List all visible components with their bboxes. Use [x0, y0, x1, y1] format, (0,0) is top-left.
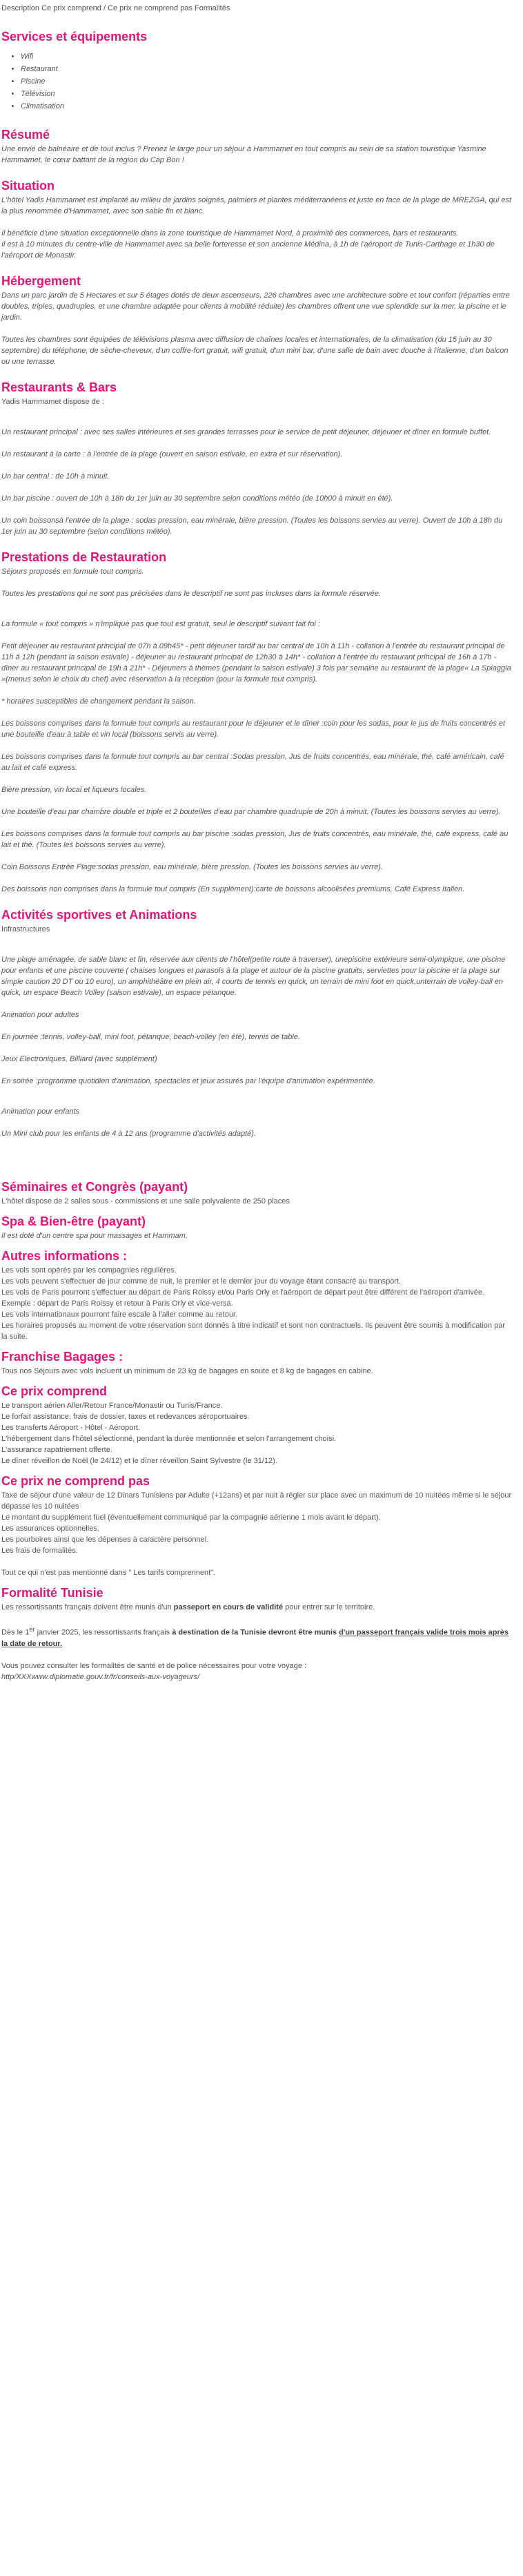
situation-paragraph: Il bénéficie d'une situation exceptionnelle dans la zone touristique de Hammamet Nord, à proximité des commerces, bars et restaurants.: [1, 229, 459, 238]
prestations-paragraph: Les boissons comprises dans la formule tout compris au bar piscine :sodas pression, Jus de fruits concentrés, eau minérale, thé, café express, café au lait et thé. (Toutes les boissons servies au verre).: [1, 830, 509, 849]
formalite-paragraph: Les ressortissants français doivent être munis d'un passeport en cours de validité pour entrer sur le territoire.: [1, 1603, 375, 1611]
hebergement-section: [1, 273, 512, 367]
restaurants-paragraph: Un bar central : de 10h à minuit.: [1, 472, 110, 481]
prestations-paragraph: Coin Boissons Entrée Plage:sodas pression, eau minérale, bière pression. (Toutes les boissons servies au verre).: [1, 863, 383, 871]
list-item: • Wifi: [21, 51, 512, 62]
activites-paragraph: Jeux Electroniques, Billiard (avec supplément): [1, 1055, 157, 1063]
activites-paragraph: En journée :tennis, volley-ball, mini foot, pétanque, beach-volley (en été), tennis de table.: [1, 1033, 300, 1041]
restaurants-subtitle: Yadis Hammamet dispose de :: [1, 398, 104, 406]
seminaires-title: Séminaires et Congrès (payant): [1, 1180, 188, 1194]
activites-paragraph: En soirée :programme quotidien d'animation, spectacles et jeux assurés par l'équipe d'animation expérimentée.: [1, 1077, 375, 1085]
seminaires-section: [1, 1179, 512, 1207]
activites-subtitle: Infrastructures: [1, 925, 50, 933]
comprend-line: Les transferts Aéroport - Hôtel - Aéroport.: [1, 1424, 141, 1432]
ne-comprend-line: Les pourboires ainsi que les dépenses à caractère personnel.: [1, 1536, 209, 1544]
comprend-title: Ce prix comprend: [1, 1384, 108, 1398]
ne-comprend-title: Ce prix ne comprend pas: [1, 1474, 150, 1488]
restaurants-paragraph: Un restaurant principal : avec ses salles intérieures et ses grandes terrasses pour le service de petit déjeuner, déjeuner et dîner en formule buffet.: [1, 428, 491, 436]
comprend-section: [1, 1384, 512, 1466]
prestations-paragraph: Les boissons comprises dans la formule tout compris au bar central :Sodas pression, Jus de fruits concentrés, eau minérale, thé, café américain, café au lait et café express.: [1, 753, 504, 772]
ne-comprend-section: [1, 1473, 512, 1578]
spa-text: Il est doté d'un centre spa pour massages et Hammam.: [1, 1232, 188, 1240]
franchise-section: [1, 1349, 512, 1377]
services-title: Services et équipements: [1, 30, 148, 43]
prestations-paragraph: * horaires susceptibles de changement pendant la saison.: [1, 697, 196, 706]
formalite-link[interactable]: http/XXXwww.diplomatie.gouv.fr/fr/conseils-aux-voyageurs/: [1, 1672, 200, 1681]
list-item: • Télévision: [21, 88, 512, 99]
franchise-title: Franchise Bagages :: [1, 1350, 124, 1364]
autres-section: [1, 1248, 512, 1342]
autres-title: Autres informations :: [1, 1249, 128, 1263]
activites-section: [1, 907, 512, 1139]
restaurants-title: Restaurants & Bars: [1, 380, 117, 394]
resume-text: Une envie de balnéaire et de tout inclus ? Prenez le large pour un séjour à Hammamet en tout compris au sein de sa station touristique Yasmine Hammamet, le cœur battant de la région du Cap Bon !: [1, 145, 486, 164]
comprend-line: Le forfait assistance, frais de dossier, taxes et redevances aéroportuaires.: [1, 1413, 250, 1421]
restaurants-section: [1, 380, 512, 537]
spa-title: Spa & Bien-être (payant): [1, 1214, 146, 1228]
ne-comprend-line: Les assurances optionnelles.: [1, 1524, 99, 1533]
activites-paragraph: Animation pour adultes: [1, 1011, 79, 1019]
prestations-paragraph: La formule « tout compris » n'implique pas que tout est gratuit, seul le descriptif suivant fait foi :: [1, 620, 320, 628]
services-list: [1, 51, 512, 112]
restaurants-paragraph: Un coin boissonsà l'entrée de la plage : sodas pression, eau minérale, bière pression. (Toutes les boissons servies au verre). Ouvert de 10h à 18h du 1er juin au 30 septembre (selon conditions météo).: [1, 516, 503, 536]
prestations-paragraph: Des boissons non comprises dans la formule tout compris (En supplément):carte de boissons alcoolisées premiums, Café Express Italien.: [1, 885, 465, 893]
ne-comprend-line: Taxe de séjour d'une valeur de 12 Dinars Tunisiens par Adulte (+12ans) et par nuit à régler sur place avec un maximum de 10 nuitées même si le séjour dépasse les 10 nuitées: [1, 1491, 512, 1511]
prestations-title: Prestations de Restauration: [1, 550, 167, 564]
formalite-paragraph: Dès le 1er janvier 2025, les ressortissants français à destination de la Tunisie devront être munis d'un passeport français valide trois mois après la date de retour.: [1, 1626, 509, 1648]
ne-comprend-footer: Tout ce qui n'est pas mentionné dans " Les tarifs comprennent".: [1, 1569, 216, 1577]
comprend-line: L'hébergement dans l'hôtel sélectionné, pendant la durée mentionnée et selon l'arrangement choisi.: [1, 1435, 337, 1443]
autres-line: Les vols internationaux pourront faire escale à l'aller comme au retour.: [1, 1310, 238, 1319]
activites-paragraph: Animation pour enfants: [1, 1107, 80, 1116]
prestations-subtitle: Séjours proposés en formule tout compris.: [1, 568, 144, 576]
prestations-paragraph: Petit déjeuner au restaurant principal de 07h à 09h45* - petit déjeuner tardif au bar central de 10h à 11h - collation à l'entrée du restaurant principal de 11h à 12h (pendant la saison estivale) - déjeuner au restaurant principal de 12h30 à 14h* - collation à l'entrée du restaurant principal de 16h à 17h - dîner au restaurant principal de 19h à 21h* - Déjeuners à thèmes (pendant la saison estivale) 3 fois par semaine au restaurant de la plage« La Spiaggia »(menus selon le choix du chef) avec réservation à la réception (pour la formule tout compris).: [1, 642, 511, 684]
situation-paragraph: L'hôtel Yadis Hammamet est implanté au milieu de jardins soignés, palmiers et plantes méditerranéens et juste en face de la plage de MREZGA, qui est la plus renommée d'Hammamet, avec son sable fin et blanc.: [1, 196, 512, 215]
prestations-section: [1, 550, 512, 895]
activites-paragraph: Un Mini club pour les enfants de 4 à 12 ans (programme d'activités adapté).: [1, 1130, 256, 1138]
restaurants-paragraph: Un bar piscine : ouvert de 10h à 18h du 1er juin au 30 septembre selon conditions météo (de 10h00 à minuit en été).: [1, 494, 393, 503]
situation-title: Situation: [1, 179, 55, 193]
formalite-title: Formalité Tunisie: [1, 1586, 103, 1600]
formalite-section: [1, 1585, 512, 1683]
list-item: • Climatisation: [21, 101, 512, 112]
autres-line: Les vols sont opérés par les compagnies régulières.: [1, 1266, 177, 1275]
hebergement-paragraph: Dans un parc jardin de 5 Hectares et sur 5 étages dotés de deux ascenseurs, 226 chambres avec une architecture sobre et tout confort (réparties entre doubles, triples, quadruples, et une chambre adaptée pour clients à mobilité réduite) les chambres offrent une vue splendide sur la mer, la piscine et le jardin.: [1, 291, 510, 322]
comprend-line: Le dîner réveillon de Noël (le 24/12) et le dîner réveillon Saint Sylvestre (le 31/12).: [1, 1457, 277, 1465]
situation-section: [1, 178, 512, 261]
autres-line: Les vols peuvent s'effectuer de jour comme de nuit, le premier et le dernier jour du voyage étant consacré au transport.: [1, 1277, 402, 1286]
hebergement-paragraph: Toutes les chambres sont équipées de télévisions plasma avec diffusion de chaînes locales et internationales, de la climatisation (du 15 juin au 30 septembre) du téléphone, de sèche-cheveux, d'un coffre-fort gratuit, wifi gratuit, d'un mini bar, d'une salle de bain avec douche à l'italienne, d'un balcon ou une terrasse.: [1, 336, 509, 366]
resume-section: [1, 127, 512, 166]
situation-paragraph: Il est à 10 minutes du centre-ville de Hammamet avec sa belle forteresse et son ancienne Médina, à 1h de l'aéroport de Tunis-Carthage et 1h30 de l'aéroport de Monastir.: [1, 240, 495, 260]
ne-comprend-line: Les frais de formalités.: [1, 1547, 78, 1555]
ne-comprend-line: Le montant du supplément fuel (éventuellement communiqué par la compagnie aérienne 1 mois avant le départ).: [1, 1513, 381, 1522]
comprend-line: Le transport aérien Aller/Retour France/Monastir ou Tunis/France.: [1, 1402, 223, 1410]
restaurants-paragraph: Un restaurant à la carte : à l'entrée de la plage (ouvert en saison estivale, en extra et sur réservation).: [1, 450, 343, 458]
autres-line: Exemple : départ de Paris Roissy et retour à Paris Orly et vice-versa.: [1, 1299, 233, 1308]
list-item: • Piscine: [21, 76, 512, 87]
activites-paragraph: Une plage aménagée, de sable blanc et fin, réservée aux clients de l'hôtel(petite route à traverser), unepiscine extérieure semi-olympique, une piscine pour enfants et une piscine couverte ( chaises longues et parasols à la plage et autour de la piscine gratuits, serviettes pour la piscine et la plage sur simple caution 20 DT ou 10 euro), un amphithéâtre en plein air, 4 courts de tennis en quick, un terrain de mini foot en quick,unterrain de volley-ball en quick, un espace Beach Volley (saison estivale), un espace pétanque.: [1, 956, 506, 997]
services-section: [1, 29, 512, 112]
prestations-paragraph: Les boissons comprises dans la formule tout compris au restaurant pour le déjeuner et le dîner :coin pour les sodas, pour le jus de fruits concentrés et une bouteille d'eau à table et vin local (boissons servis au verre).: [1, 719, 506, 739]
activites-title: Activités sportives et Animations: [1, 908, 197, 922]
prestations-paragraph: Toutes les prestations qui ne sont pas précisées dans le descriptif ne sont pas incluses dans la formule réservée.: [1, 590, 381, 598]
autres-line: Les vols de Paris pourront s'effectuer au départ de Paris Roissy et/ou Paris Orly et l'aéroport de départ peut être différent de l'aéroport d'arrivée.: [1, 1288, 485, 1297]
comprend-line: L'assurance rapatriement offerte.: [1, 1446, 112, 1454]
formalite-paragraph: Vous pouvez consulter les formalités de santé et de police nécessaires pour votre voyage :: [1, 1661, 307, 1670]
spa-section: [1, 1214, 512, 1241]
franchise-text: Tous nos Séjours avec vols incluent un minimum de 23 kg de bagages en soute et 8 kg de bagages en cabine.: [1, 1367, 373, 1375]
seminaires-text: L'hôtel dispose de 2 salles sous - commissions et une salle polyvalente de 250 places: [1, 1197, 290, 1205]
hebergement-title: Hébergement: [1, 274, 81, 288]
autres-line: Les horaires proposés au moment de votre réservation sont donnés à titre indicatif et sont non contractuels. Ils peuvent être soumis à modification par la suite.: [1, 1321, 506, 1341]
list-item: • Restaurant: [21, 64, 512, 75]
tab-nav-text: Description Ce prix comprend / Ce prix ne comprend pas Formalités: [1, 4, 230, 12]
prestations-paragraph: Une bouteille d'eau par chambre double et triple et 2 bouteilles d'eau par chambre quadruple de 20h à minuit. (Toutes les boissons servies au verre).: [1, 808, 501, 816]
resume-title: Résumé: [1, 128, 50, 142]
prestations-paragraph: Bière pression, vin local et liqueurs locales.: [1, 786, 147, 794]
